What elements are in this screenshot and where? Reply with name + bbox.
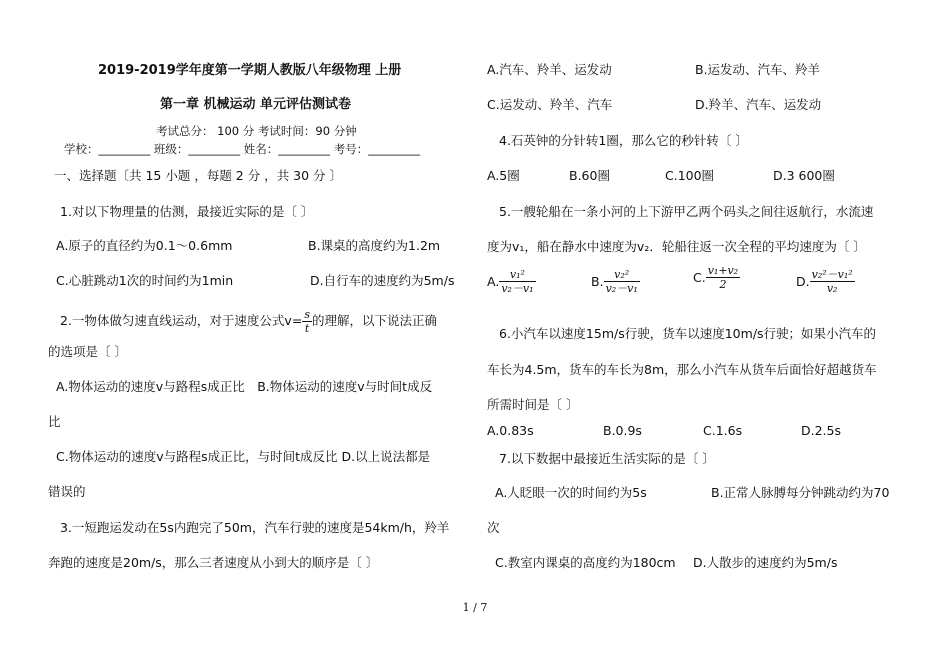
option-a-numerator: v₁² (499, 268, 535, 282)
question-3-option-d: D.羚羊、汽车、运发动 (695, 97, 822, 112)
question-7-option-a: A.人眨眼一次的时间约为5s (495, 485, 647, 500)
question-5-option-d (796, 268, 855, 295)
question-6-option-d: D.2.5s (801, 423, 841, 438)
question-1-option-d: D.自行车的速度约为5m/s (310, 273, 455, 288)
question-6-stem-cont2: 所需时间是〔 〕 (487, 397, 579, 412)
chapter-title: 第一章 机械运动 单元评估测试卷 (160, 97, 352, 112)
option-d-label: D. (796, 274, 810, 289)
option-b-label: B. (591, 274, 604, 289)
question-3-option-b: B.运发动、汽车、羚羊 (695, 62, 821, 77)
question-4-option-a: A.5圈 (487, 168, 520, 183)
question-5-option-a (487, 268, 536, 295)
option-c-label: C. (693, 270, 706, 285)
question-3-stem: 3.一短跑运发动在5s内跑完了50m，汽车行驶的速度是54km/h，羚羊 (60, 520, 450, 535)
question-6-option-c: C.1.6s (703, 423, 743, 438)
question-5-stem: 5.一艘轮船在一条小河的上下游甲乙两个码头之间往返航行，水流速 (499, 204, 874, 219)
question-1-stem: 1.对以下物理量的估测，最接近实际的是〔 〕 (60, 204, 314, 219)
student-info: 学校：_________ 班级：_________ 姓名：_________ 考号：_________ (64, 142, 420, 156)
question-3-option-a: A.汽车、羚羊、运发动 (487, 62, 612, 77)
option-c-numerator: v₁+v₂ (707, 264, 739, 277)
option-c-fraction (706, 264, 740, 291)
question-4-option-b: B.60圈 (569, 168, 610, 183)
question-4-stem: 4.石英钟的分针转1圈，那么它的秒针转〔 〕 (499, 133, 748, 148)
exam-title: 2019-2019学年度第一学期人教版八年级物理 上册 (98, 63, 402, 78)
exam-info: 考试总分： 100 分 考试时间：90 分钟 (156, 124, 357, 138)
option-a-denominator: v₂－v₁ (501, 282, 534, 295)
question-7-option-b-cont: 次 (487, 520, 500, 535)
option-b-fraction (604, 268, 640, 295)
option-d-denominator: v₂ (826, 282, 838, 295)
question-6-option-a: A.0.83s (487, 423, 534, 438)
question-4-option-d: D.3 600圈 (773, 168, 835, 183)
question-2-options-cd-cont: 错误的 (48, 484, 86, 499)
speed-formula-fraction (302, 308, 312, 335)
question-5-stem-cont: 度为v₁，船在静水中速度为v₂．轮船往返一次全程的平均速度为〔 〕 (487, 239, 866, 254)
option-b-denominator: v₂－v₁ (605, 282, 638, 295)
option-c-denominator: 2 (719, 278, 727, 291)
question-5-option-b (591, 268, 640, 295)
question-2-stem-post: 的理解，以下说法正确 (311, 313, 437, 328)
page-number: 1 / 7 (462, 601, 488, 614)
question-1-option-b: B.课桌的高度约为1.2m (308, 238, 441, 253)
question-7-option-d: D.人散步的速度约为5m/s (693, 555, 838, 570)
option-a-fraction (499, 268, 535, 295)
question-4-option-c: C.100圈 (665, 168, 715, 183)
question-1-option-a: A.原子的直径约为0.1～0.6mm (56, 238, 233, 253)
option-a-label: A. (487, 274, 500, 289)
question-2-stem (60, 308, 437, 335)
question-1-option-c: C.心脏跳动1次的时间约为1min (56, 273, 234, 288)
question-3-stem-cont: 奔跑的速度是20m/s，那么三者速度从小到大的顺序是〔 〕 (48, 555, 379, 570)
question-7-option-b: B.正常人脉膊每分钟跳动约为70 (711, 485, 890, 500)
option-d-numerator: v₂²－v₁² (811, 268, 853, 281)
option-d-fraction (810, 268, 855, 295)
fraction-denominator: t (304, 322, 310, 335)
question-2-options-cd: C.物体运动的速度v与路程s成正比，与时间t成反比 D.以上说法都是 (56, 449, 431, 464)
question-2-options-ab-cont: 比 (48, 414, 61, 429)
question-2-options-ab: A.物体运动的速度v与路程s成正比 B.物体运动的速度v与时间t成反 (56, 379, 433, 394)
section-heading: 一、选择题〔共 15 小题 ，每题 2 分 ，共 30 分 〕 (54, 168, 343, 183)
fraction-numerator: s (304, 308, 310, 321)
question-5-option-c (693, 264, 740, 291)
question-7-stem: 7.以下数据中最接近生活实际的是〔 〕 (499, 451, 715, 466)
option-b-numerator: v₂² (604, 268, 640, 282)
question-2-stem-cont: 的选项是〔 〕 (48, 344, 127, 359)
question-3-option-c: C.运发动、羚羊、汽车 (487, 97, 613, 112)
question-6-option-b: B.0.9s (603, 423, 642, 438)
question-6-stem: 6.小汽车以速度15m/s行驶，货车以速度10m/s行驶；如果小汽车的 (499, 326, 877, 341)
question-2-stem-pre: 2.一物体做匀速直线运动，对于速度公式v= (60, 313, 303, 328)
question-6-stem-cont1: 车长为4.5m，货车的车长为8m，那么小汽车从货车后面恰好超越货车 (487, 362, 877, 377)
question-7-option-c: C.教室内课桌的高度约为180cm (495, 555, 676, 570)
